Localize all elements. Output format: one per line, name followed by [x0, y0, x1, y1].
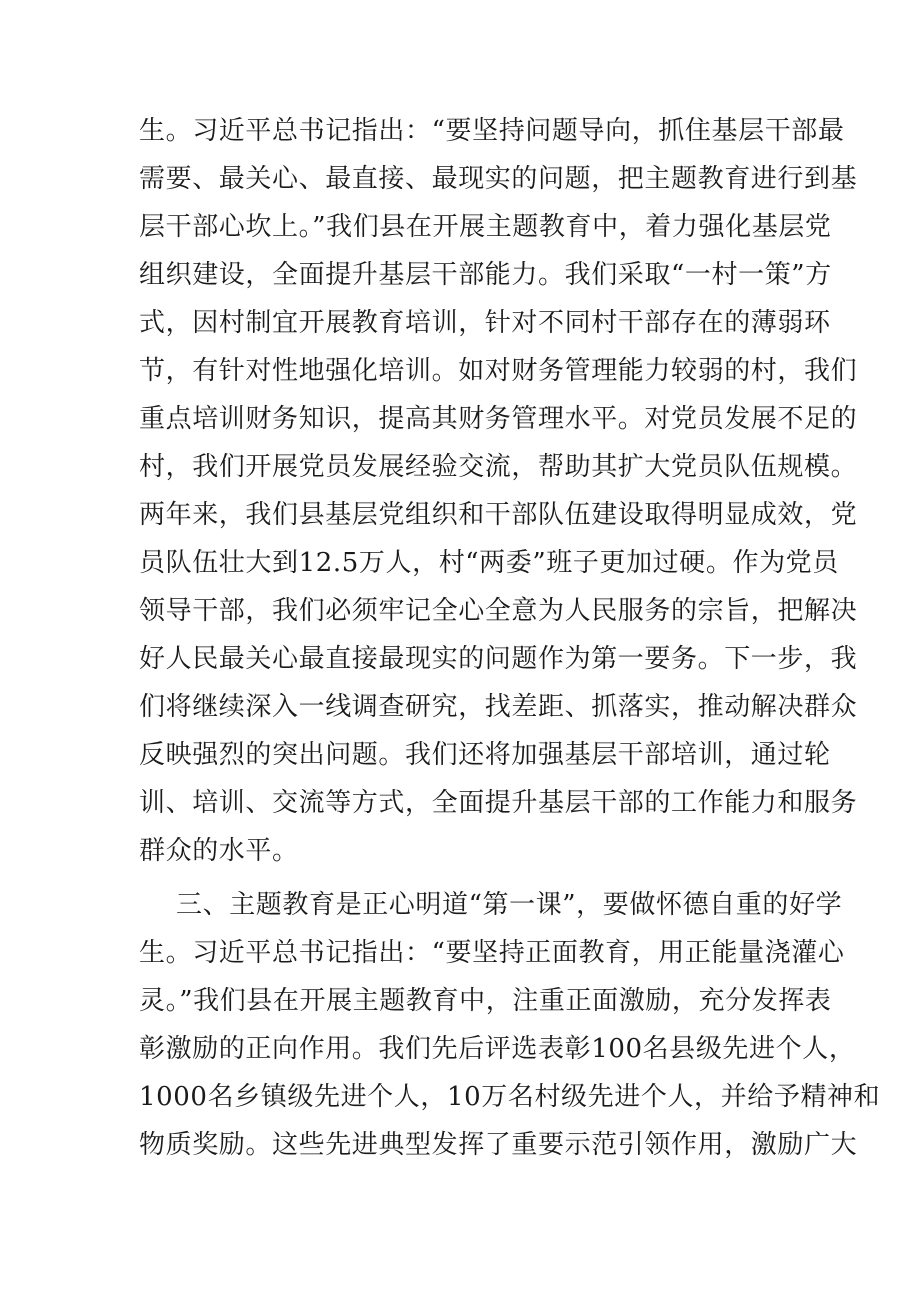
- text-line: 们将继续深入一线调查研究，找差距、抓落实，推动解决群众: [139, 692, 858, 722]
- text-line: 层干部心坎上。”我们县在开展主题教育中，着力强化基层党: [139, 212, 832, 242]
- text-line: 节，有针对性地强化培训。如对财务管理能力较弱的村，我们: [139, 356, 858, 386]
- text-line: 生。习近平总书记指出：“要坚持问题导向，抓住基层干部最: [139, 116, 845, 146]
- text-line: 生。习近平总书记指出：“要坚持正面教育，用正能量浇灌心: [139, 938, 845, 968]
- text-line: 物质奖励。这些先进典型发挥了重要示范引领作用，激励广大: [139, 1130, 858, 1160]
- text-line: 需要、最关心、最直接、最现实的问题，把主题教育进行到基: [139, 164, 858, 194]
- text-line: 村，我们开展党员发展经验交流，帮助其扩大党员队伍规模。: [139, 452, 858, 482]
- text-line: 两年来，我们县基层党组织和干部队伍建设取得明显成效，党: [139, 500, 858, 530]
- text-line: 好人民最关心最直接最现实的问题作为第一要务。下一步，我: [139, 644, 858, 674]
- text-line: 式，因村制宜开展教育培训，针对不同村干部存在的薄弱环: [139, 308, 831, 338]
- text-line: 员队伍壮大到12.5万人，村“两委”班子更加过硬。作为党员: [139, 548, 839, 578]
- section-heading-line: 三、主题教育是正心明道“第一课”，要做怀德自重的好学: [176, 890, 843, 920]
- text-line: 领导干部，我们必须牢记全心全意为人民服务的宗旨，把解决: [139, 596, 858, 626]
- text-line: 反映强烈的突出问题。我们还将加强基层干部培训，通过轮: [139, 740, 831, 770]
- text-line: 训、培训、交流等方式，全面提升基层干部的工作能力和服务: [139, 788, 858, 818]
- text-line: 1000名乡镇级先进个人，10万名村级先进个人，并给予精神和: [139, 1082, 881, 1112]
- text-line: 群众的水平。: [139, 836, 299, 866]
- text-line: 重点培训财务知识，提高其财务管理水平。对党员发展不足的: [139, 404, 858, 434]
- text-line: 灵。”我们县在开展主题教育中，注重正面激励，充分发挥表: [139, 986, 832, 1016]
- text-line: 彰激励的正向作用。我们先后评选表彰100名县级先进个人，: [139, 1034, 856, 1064]
- text-line: 组织建设，全面提升基层干部能力。我们采取“一村一策”方: [139, 260, 832, 290]
